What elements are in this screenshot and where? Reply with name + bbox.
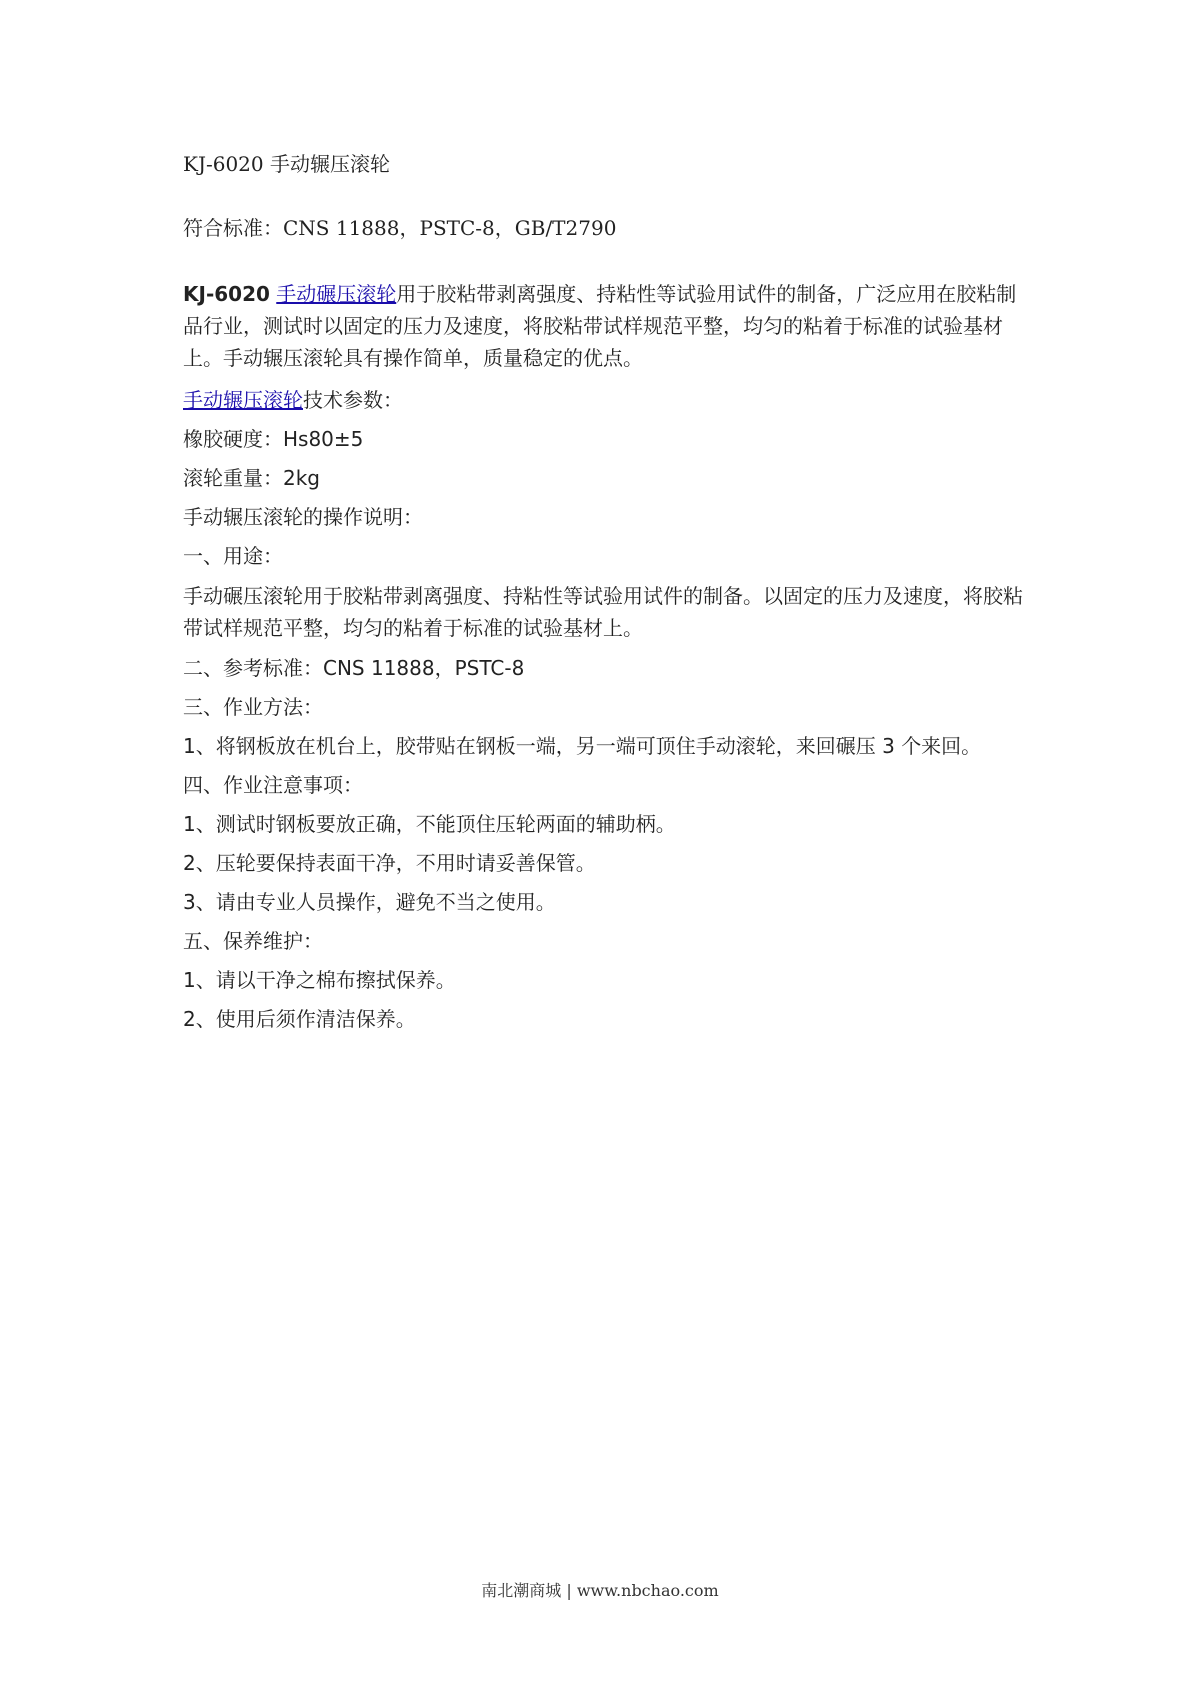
section4-item: [183, 847, 1023, 879]
model-number: KJ-6020: [183, 282, 270, 306]
instructions-heading: [183, 501, 1023, 533]
hardness-label: 橡胶硬度：: [183, 427, 283, 451]
section3-item-number: 1: [183, 734, 196, 758]
section4-item-text: 、测试时钢板要放正确，不能顶住压轮两面的辅助柄。: [195, 812, 676, 836]
section3-item-count: 3: [882, 734, 895, 758]
section4-item: [183, 808, 1023, 840]
section5-item: [183, 964, 1023, 996]
section3-title: 三、作业方法：: [183, 695, 323, 719]
standards-line: 符合标准：CNS 11888，PSTC-8，GB/T2790: [183, 216, 617, 240]
section4-item: [183, 886, 1023, 918]
hardness-value: Hs80±5: [283, 427, 364, 451]
section4-item-text: 、请由专业人员操作，避免不当之使用。: [195, 890, 556, 914]
intro-text: 用于胶粘带剥离强度、持粘性等试验用试件的制备，广泛应用在胶粘制品行业，测试时以固定的压力及速度，将胶粘带试样规范平整，均匀的粘着于标准的试验基材上。手动辗压滚轮具有操作简单，质量稳定的优点。: [183, 282, 1017, 370]
section5-item-text: 、使用后须作清洁保养。: [195, 1007, 416, 1031]
params-heading-suffix: 技术参数：: [303, 388, 403, 412]
weight-label: 滚轮重量：: [183, 466, 283, 490]
section1-text: 手动碾压滚轮用于胶粘带剥离强度、持粘性等试验用试件的制备。以固定的压力及速度，将胶粘带试样规范平整，均匀的粘着于标准的试验基材上。: [183, 584, 1023, 640]
section4-item-number: 2: [183, 851, 196, 875]
section4-item-number: 3: [183, 890, 196, 914]
section5-item-number: 1: [183, 968, 196, 992]
section3-item-text-b: 个来回。: [901, 734, 982, 758]
intro-paragraph: [183, 278, 1033, 374]
weight-line: [183, 462, 1023, 494]
product-link-intro[interactable]: 手动碾压滚轮: [276, 282, 397, 306]
section2-line: [183, 652, 1023, 684]
section5-item-text: 、请以干净之棉布擦拭保养。: [195, 968, 456, 992]
section5-title: 五、保养维护：: [183, 929, 323, 953]
section4-item-number: 1: [183, 812, 196, 836]
section3-item: [183, 730, 1023, 762]
section5-item: [183, 1003, 1023, 1035]
section2-label: 二、参考标准：: [183, 656, 323, 680]
weight-value: 2kg: [283, 466, 321, 490]
product-link-params[interactable]: 手动辗压滚轮: [183, 388, 303, 412]
instructions-heading-prefix: 手动辗压滚轮: [183, 505, 303, 529]
instructions-heading-suffix: 的操作说明：: [303, 505, 423, 529]
page-footer: 南北潮商城 | www.nbchao.com: [481, 1581, 719, 1600]
params-heading: [183, 384, 1023, 416]
section4-item-text: 、压轮要保持表面干净，不用时请妥善保管。: [195, 851, 596, 875]
section4-title: 四、作业注意事项：: [183, 773, 363, 797]
hardness-line: [183, 423, 1023, 455]
section3-item-text-a: 、将钢板放在机台上，胶带贴在钢板一端，另一端可顶住手动滚轮，来回碾压: [195, 734, 876, 758]
document-title: KJ-6020 手动辗压滚轮: [183, 152, 390, 176]
section5-item-number: 2: [183, 1007, 196, 1031]
section1-title: 一、用途：: [183, 544, 283, 568]
section2-value: CNS 11888，PSTC-8: [323, 656, 525, 680]
